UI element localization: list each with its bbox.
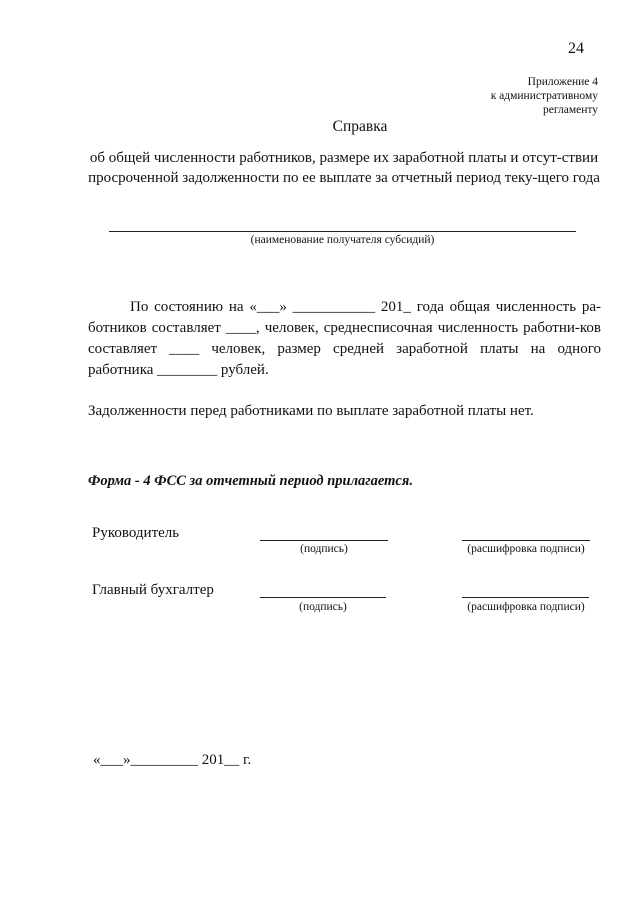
decode-line-director	[462, 540, 590, 541]
form-statement: Форма - 4 ФСС за отчетный период прилагается.	[88, 473, 413, 489]
page-number: 24	[568, 40, 584, 57]
date-line: «___»_________ 201__ г.	[93, 752, 252, 768]
appendix-note	[491, 75, 598, 117]
recipient-caption: (наименование получателя субсидий)	[250, 234, 435, 246]
document-subtitle: об общей численности работников, размере их заработной платы и отсут-ствии просроченной задолженности по ее выплате за отчетный период теку-щего года	[88, 150, 600, 186]
appendix-line-1: Приложение 4	[527, 76, 598, 88]
signature-line-accountant	[260, 597, 386, 598]
headcount-paragraph	[88, 297, 601, 381]
document-title: Справка	[332, 118, 388, 135]
appendix-line-3: регламенту	[543, 104, 598, 116]
signature-caption-accountant: (подпись)	[299, 601, 347, 613]
signature-role-director: Руководитель	[92, 525, 180, 541]
decode-caption-director: (расшифровка подписи)	[467, 543, 585, 555]
signature-line-director	[260, 540, 388, 541]
decode-line-accountant	[462, 597, 589, 598]
appendix-line-2: к административному	[490, 90, 598, 102]
recipient-line	[109, 231, 576, 232]
headcount-text: По состоянию на «___» ___________ 201_ года общая численность ра-ботников составляет ____, человек, среднесписочная численность работни-ков составляет ____ человек, размер средней заработной платы на одного работника ________ рублей.	[88, 299, 601, 378]
signature-caption-director: (подпись)	[300, 543, 348, 555]
debt-statement: Задолженности перед работниками по выплате заработной платы нет.	[88, 403, 534, 419]
decode-caption-accountant: (расшифровка подписи)	[467, 601, 585, 613]
signature-role-accountant: Главный бухгалтер	[92, 582, 214, 598]
